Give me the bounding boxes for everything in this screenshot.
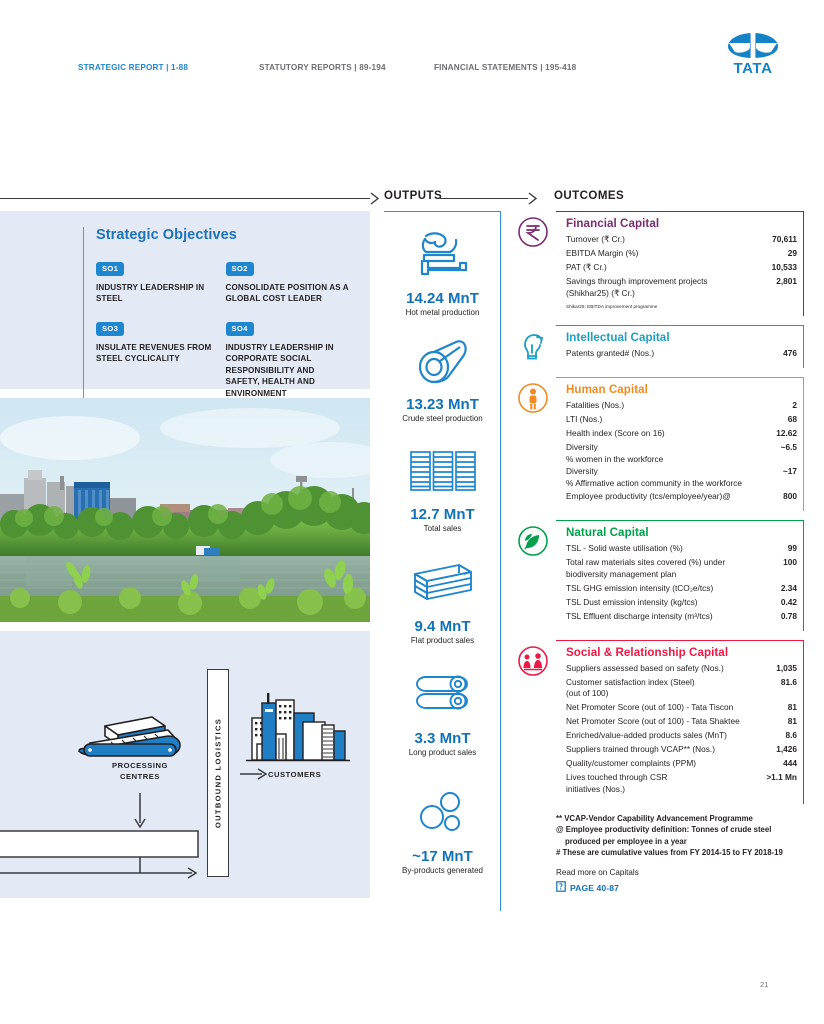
header-nav-strategic-report[interactable]: STRATEGIC REPORT | 1-88 [78, 63, 189, 72]
strategic-objective-so2 [226, 258, 356, 304]
metric-row [566, 729, 797, 743]
output-item-hot-metal [384, 224, 501, 318]
footnotes [514, 813, 804, 859]
metric-row [566, 757, 797, 771]
output-value: 12.7 MnT [410, 506, 475, 523]
city-buildings-icon [246, 693, 350, 761]
metric-row [566, 715, 797, 729]
output-item-long-product [384, 664, 501, 758]
capital-social [514, 640, 804, 804]
page-reference-link[interactable] [556, 879, 804, 897]
metric-label: Patents granted# (Nos.) [566, 347, 655, 358]
arrowhead-icon-2 [528, 192, 538, 205]
page-number: 21 [760, 980, 769, 989]
strategic-objectives-title: Strategic Objectives [96, 227, 237, 243]
metric-value: 8.6 [785, 730, 797, 741]
metric-value: 81 [787, 716, 797, 727]
arrowhead-icon-1 [370, 192, 380, 205]
output-item-flat-product [384, 552, 501, 646]
flow-arrow-row [0, 186, 824, 212]
output-value: 9.4 MnT [414, 618, 471, 635]
read-more-block [514, 868, 804, 897]
output-item-total-sales [384, 440, 501, 534]
metric-label: TSL GHG emission intensity (tCO₂e/tcs) [566, 582, 714, 593]
output-label: Long product sales [408, 748, 477, 757]
metric-label: Diversity [566, 466, 598, 477]
steel-stacks-icon [384, 440, 501, 502]
output-value: 3.3 MnT [414, 730, 471, 747]
metric-row [566, 701, 797, 715]
metric-value: 1,426 [776, 744, 797, 755]
metric-row [566, 771, 797, 797]
capital-intellectual [514, 325, 804, 368]
output-item-by-products [384, 782, 501, 876]
page-reference-text: PAGE 40-87 [570, 883, 619, 894]
capital-natural-title: Natural Capital [566, 526, 649, 539]
metric-row [566, 347, 797, 361]
metric-label: Suppliers trained through VCAP** (Nos.) [566, 744, 715, 755]
metric-value: ~17 [782, 466, 797, 477]
so4-text: INDUSTRY LEADERSHIP IN CORPORATE SOCIAL RESPONSIBILITY AND SAFETY, HEALTH AND ENVIRONMENT [225, 342, 334, 398]
strategic-objective-so1 [96, 258, 226, 304]
leaf-circle-icon [516, 524, 550, 558]
so1-text: INDUSTRY LEADERSHIP IN STEEL [96, 282, 205, 303]
metric-label: Suppliers assessed based on safety (Nos.) [566, 662, 724, 673]
tata-logo-text: TATA [733, 60, 773, 77]
outputs-column [384, 211, 501, 911]
metric-value: 68 [787, 413, 797, 424]
metric-label: Turnover (₹ Cr.) [566, 234, 625, 245]
metric-label: Lives touched through CSR initiatives (Nos.) [566, 772, 668, 795]
plant-landscape-photo [0, 398, 370, 622]
strategic-objective-so4 [226, 318, 356, 399]
metric-value: >1.1 Mn [766, 772, 797, 783]
strategic-objectives-inner [83, 227, 355, 399]
metric-value: 100 [783, 557, 797, 568]
metric-value: 99 [787, 543, 797, 554]
by-products-circles-icon [384, 782, 501, 844]
metric-label: TSL Dust emission intensity (kg/tcs) [566, 596, 698, 607]
read-more-label: Read more on Capitals [556, 868, 639, 878]
metric-label: Enriched/value-added products sales (MnT) [566, 730, 727, 741]
metric-row [566, 582, 797, 596]
metric-label: Customer satisfaction index (Steel) (out of 100) [566, 676, 695, 699]
so2-tag: SO2 [226, 262, 254, 276]
outcomes-column [514, 211, 804, 897]
metric-label: TSL - Solid waste utilisation (%) [566, 543, 683, 554]
metric-label: Diversity [566, 441, 598, 452]
metric-value: ~6.5 [780, 441, 797, 452]
capital-financial-footnote: Shikar25: EBITDA improvement programme [566, 303, 658, 309]
metric-value: 2 [792, 399, 797, 410]
metric-value: 800 [783, 491, 797, 502]
metric-row [566, 275, 797, 301]
long-coils-icon [384, 664, 501, 726]
output-label: Flat product sales [410, 636, 475, 645]
tata-logo [722, 32, 784, 80]
output-label: Crude steel production [402, 414, 483, 423]
so4-tag: SO4 [226, 322, 254, 336]
metric-label: LTI (Nos.) [566, 413, 603, 424]
metric-value: 2,801 [776, 276, 797, 286]
output-value: 14.24 MnT [406, 290, 479, 307]
metric-row [566, 465, 797, 479]
metric-label: Employee productivity (tcs/employee/year)@ [566, 491, 731, 502]
metric-row [566, 556, 797, 582]
metric-value: 10,533 [771, 262, 797, 273]
flow-diagram [0, 631, 370, 898]
output-label: Total sales [423, 524, 462, 533]
metric-value: 12.62 [776, 427, 797, 438]
metric-row [566, 247, 797, 261]
metric-value: 0.78 [780, 610, 797, 621]
processing-centres-label: PROCESSING CENTRES [112, 761, 168, 781]
so3-text: INSULATE REVENUES FROM STEEL CYCLICALITY [96, 342, 212, 364]
metric-value: 29 [787, 248, 797, 259]
metric-value: 81.6 [780, 676, 797, 687]
metric-label: Quality/customer complaints (PPM) [566, 758, 697, 769]
so3-tag: SO3 [96, 322, 124, 336]
metric-row [566, 399, 797, 413]
metric-row [566, 743, 797, 757]
metric-row [566, 261, 797, 275]
capital-financial-box [556, 211, 804, 316]
capital-intellectual-title: Intellectual Capital [566, 330, 670, 344]
arrow-line-inputs-to-outputs [0, 198, 370, 199]
header-navigation [78, 63, 698, 81]
metric-label: Total raw materials sites covered (%) under biodiversity management plan [566, 557, 726, 579]
metric-row [566, 413, 797, 427]
metric-label: Health index (Score on 16) [566, 427, 665, 438]
outbound-logistics-bar [207, 669, 229, 877]
metric-sublabel: % women in the workforce [566, 453, 664, 464]
customers-label: CUSTOMERS [268, 770, 322, 779]
tata-logo-mark-icon [727, 32, 779, 59]
arrow-line-outputs-to-outcomes [440, 198, 528, 199]
capital-social-box [556, 640, 804, 804]
metric-label: Savings through improvement projects (Shikhar25) (₹ Cr.) [566, 276, 708, 298]
capital-financial [514, 211, 804, 316]
footnote-vcap: ** VCAP-Vendor Capability Advancement Programme [556, 813, 753, 823]
output-label: Hot metal production [405, 308, 480, 317]
so2-text: CONSOLIDATE POSITION AS A GLOBAL COST LEADER [225, 282, 349, 303]
metric-value: 444 [783, 758, 797, 769]
value-chain-flow-panel [0, 631, 370, 898]
people-circle-icon [516, 644, 550, 678]
flat-plates-icon [384, 552, 501, 614]
metric-sublabel: % Affirmative action community in the workforce [566, 478, 742, 489]
output-value: ~17 MnT [412, 848, 473, 865]
metric-value: 1,035 [776, 662, 797, 673]
output-item-crude-steel [384, 330, 501, 424]
metric-value: 476 [783, 347, 797, 358]
metric-row [566, 427, 797, 441]
capital-natural-box [556, 520, 804, 631]
hot-metal-ladle-icon [384, 224, 501, 286]
metric-value: 81 [787, 702, 797, 713]
page-bookmark-icon [556, 879, 566, 897]
capital-natural [514, 520, 804, 631]
steel-billet-icon [384, 330, 501, 392]
output-label: By-products generated [402, 866, 483, 875]
rupee-circle-icon [516, 215, 550, 249]
strategic-objective-so3 [96, 318, 226, 399]
metric-value: 0.42 [780, 596, 797, 607]
capital-human-title: Human Capital [566, 382, 648, 396]
metric-row [566, 676, 797, 702]
person-circle-icon [516, 381, 550, 415]
footnote-cumulative-values: # These are cumulative values from FY 2014-15 to FY 2018-19 [556, 848, 783, 858]
metric-row [566, 542, 797, 556]
metric-row [566, 441, 797, 455]
metric-label: EBITDA Margin (%) [566, 248, 639, 259]
outcomes-column-title: OUTCOMES [554, 190, 625, 202]
metric-row [566, 233, 797, 247]
metric-label: Net Promoter Score (out of 100) - Tata Shaktee [566, 716, 740, 727]
outbound-logistics-label: OUTBOUND LOGISTICS [213, 717, 223, 829]
metric-row [566, 662, 797, 676]
metric-value: 2.34 [780, 582, 797, 593]
metric-label: TSL Effluent discharge intensity (m³/tcs) [566, 610, 713, 621]
conveyor-icon [79, 717, 180, 756]
capital-human [514, 377, 804, 511]
metric-row [566, 610, 797, 624]
metric-label: Net Promoter Score (out of 100) - Tata Tiscon [566, 702, 734, 713]
output-value: 13.23 MnT [406, 396, 479, 413]
strategic-objectives-panel [0, 211, 370, 398]
metric-row [566, 490, 797, 504]
metric-value: 70,611 [772, 234, 797, 245]
lightbulb-arrow-icon [516, 329, 550, 363]
outputs-column-title: OUTPUTS [384, 190, 443, 202]
capital-human-box [556, 377, 804, 511]
metric-label: PAT (₹ Cr.) [566, 262, 607, 273]
strategic-objectives-grid [96, 258, 355, 399]
so1-tag: SO1 [96, 262, 124, 276]
capital-social-title: Social & Relationship Capital [566, 645, 729, 659]
footnote-employee-productivity: @ Employee productivity definition: Tonnes of crude steel produced per employee in a year [556, 825, 772, 846]
metric-row [566, 596, 797, 610]
capital-intellectual-box [556, 325, 804, 368]
header-nav-statutory-reports[interactable]: STATUTORY REPORTS | 89-194 [259, 63, 386, 72]
metric-label: Fatalities (Nos.) [566, 399, 625, 410]
header-nav-financial-statements[interactable]: FINANCIAL STATEMENTS | 195-418 [434, 63, 577, 72]
capital-financial-title: Financial Capital [566, 217, 660, 230]
